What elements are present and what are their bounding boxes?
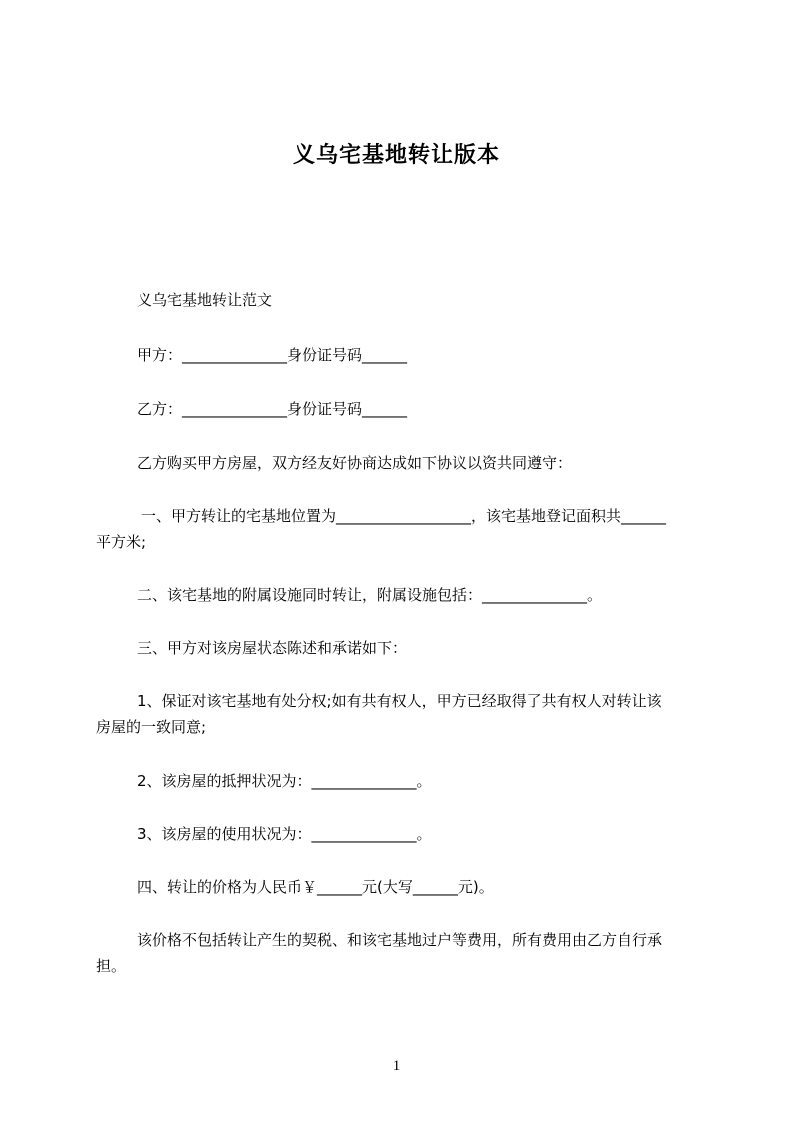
paragraph-party-a: 甲方：______________身份证号码______ bbox=[137, 346, 408, 364]
paragraph-intro: 义乌宅基地转让范文 bbox=[137, 291, 273, 309]
clause-3-item-3: 3、该房屋的使用状况为：______________。 bbox=[137, 825, 432, 843]
clause-1-line-1: 一、甲方转让的宅基地位置为__________________，该宅基地登记面积共______ bbox=[141, 507, 667, 525]
clause-3-item-2: 2、该房屋的抵押状况为：______________。 bbox=[137, 772, 432, 790]
clause-4-note-line-2: 担。 bbox=[96, 957, 127, 975]
clause-1-line-2: 平方米; bbox=[96, 533, 147, 551]
clause-4-note-line-1: 该价格不包括转让产生的契税、和该宅基地过户等费用，所有费用由乙方自行承 bbox=[137, 931, 663, 949]
clause-2: 二、该宅基地的附属设施同时转让，附属设施包括：______________。 bbox=[137, 586, 603, 604]
clause-3: 三、甲方对该房屋状态陈述和承诺如下： bbox=[137, 639, 408, 657]
clause-3-item-1-line-1: 1、保证对该宅基地有处分权;如有共有权人，甲方已经取得了共有权人对转让该 bbox=[137, 692, 662, 710]
clause-3-item-1-line-2: 房屋的一致同意; bbox=[96, 718, 207, 736]
document-title: 义乌宅基地转让版本 bbox=[292, 143, 500, 168]
page-number: 1 bbox=[392, 1058, 401, 1074]
paragraph-party-b: 乙方：______________身份证号码______ bbox=[137, 400, 408, 418]
paragraph-agreement-intro: 乙方购买甲方房屋，双方经友好协商达成如下协议以资共同遵守： bbox=[137, 454, 573, 472]
clause-4: 四、转让的价格为人民币￥______元(大写______元)。 bbox=[137, 878, 494, 896]
